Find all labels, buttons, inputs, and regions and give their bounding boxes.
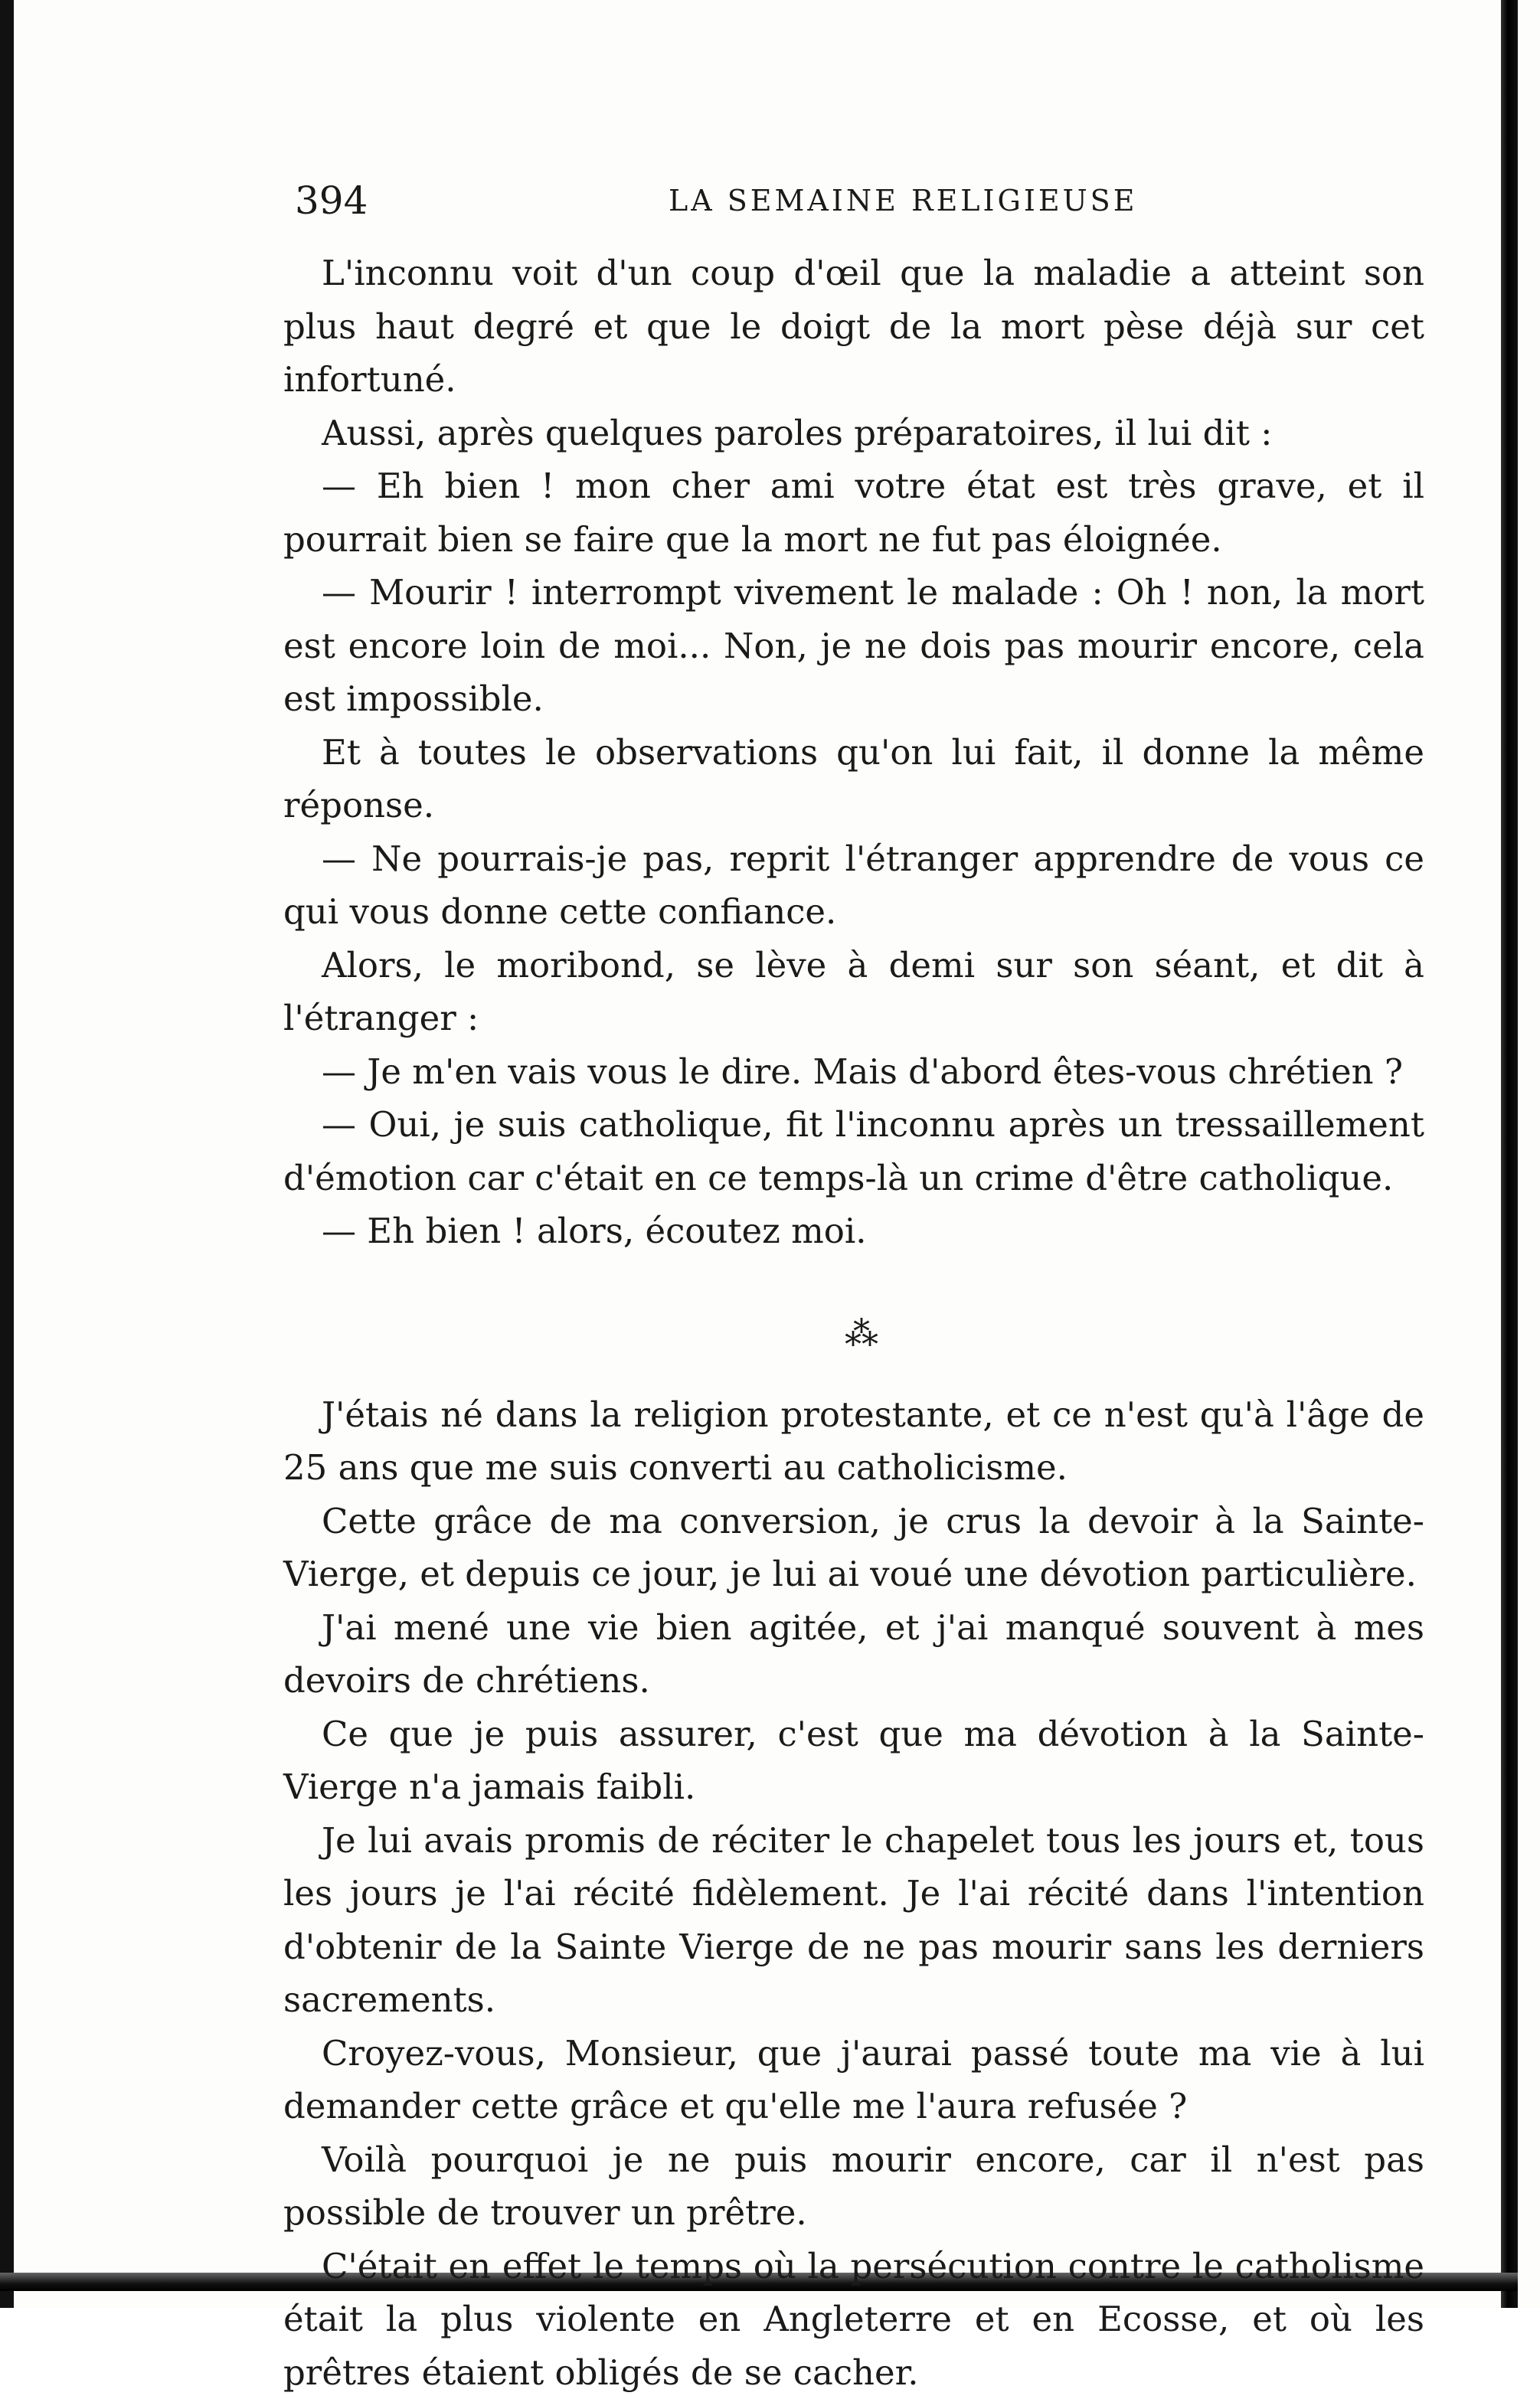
paragraph: — Mourir ! interrompt vivement le malade : Oh ! non, la mort est encore loin de moi... Non, je ne dois pas mourir encore, cela est impossible. <box>283 566 1424 726</box>
paragraph: — Ne pourrais-je pas, reprit l'étranger apprendre de vous ce qui vous donne cette confiance. <box>283 832 1424 939</box>
scan-left-edge <box>0 0 14 2308</box>
paragraph: Cette grâce de ma conversion, je crus la devoir à la Sainte-Vierge, et depuis ce jour, je lui ai voué une dévotion particulière. <box>283 1495 1424 1601</box>
body-text <box>283 247 1424 2399</box>
asterism-separator: ⁂ <box>299 1258 1424 1388</box>
paragraph: — Oui, je suis catholique, fit l'inconnu après un tressaillement d'émotion car c'était en ce temps-là un crime d'être catholique. <box>283 1098 1424 1204</box>
paragraph: Croyez-vous, Monsieur, que j'aurai passé toute ma vie à lui demander cette grâce et qu'elle me l'aura refusée ? <box>283 2027 1424 2133</box>
paragraph: Voilà pourquoi je ne puis mourir encore, car il n'est pas possible de trouver un prêtre. <box>283 2133 1424 2240</box>
paragraph: Alors, le moribond, se lève à demi sur son séant, et dit à l'étranger : <box>283 939 1424 1045</box>
scan-right-edge <box>1501 0 1518 2308</box>
paragraph: Aussi, après quelques paroles préparatoires, il lui dit : <box>283 407 1424 460</box>
paragraph: — Eh bien ! alors, écoutez moi. <box>283 1204 1424 1258</box>
paragraph: Ce que je puis assurer, c'est que ma dévotion à la Sainte-Vierge n'a jamais faibli. <box>283 1708 1424 1814</box>
paragraph: Je lui avais promis de réciter le chapelet tous les jours et, tous les jours je l'ai récité fidèlement. Je l'ai récité dans l'intention d'obtenir de la Sainte Vierge de ne pas mourir sans les derniers sacrements. <box>283 1814 1424 2027</box>
paragraph: J'ai mené une vie bien agitée, et j'ai manqué souvent à mes devoirs de chrétiens. <box>283 1601 1424 1708</box>
page-number: 394 <box>295 170 368 231</box>
paragraph: — Je m'en vais vous le dire. Mais d'abord êtes-vous chrétien ? <box>283 1045 1424 1099</box>
paragraph: Et à toutes le observations qu'on lui fait, il donne la même réponse. <box>283 726 1424 832</box>
paragraph: J'étais né dans la religion protestante, et ce n'est qu'à l'âge de 25 ans que me suis converti au catholicisme. <box>283 1388 1424 1495</box>
page-header <box>295 170 1444 231</box>
paragraph: — Eh bien ! mon cher ami votre état est très grave, et il pourrait bien se faire que la mort ne fut pas éloignée. <box>283 459 1424 566</box>
paragraph: C'était en effet le temps où la persécution contre le catholisme était la plus violente en Angleterre et en Ecosse, et où les prêtres étaient obligés de se cacher. <box>283 2240 1424 2399</box>
paragraph: L'inconnu voit d'un coup d'œil que la maladie a atteint son plus haut degré et que le doigt de la mort pèse déjà sur cet infortuné. <box>283 247 1424 407</box>
running-head: LA SEMAINE RELIGIEUSE <box>669 170 1137 231</box>
